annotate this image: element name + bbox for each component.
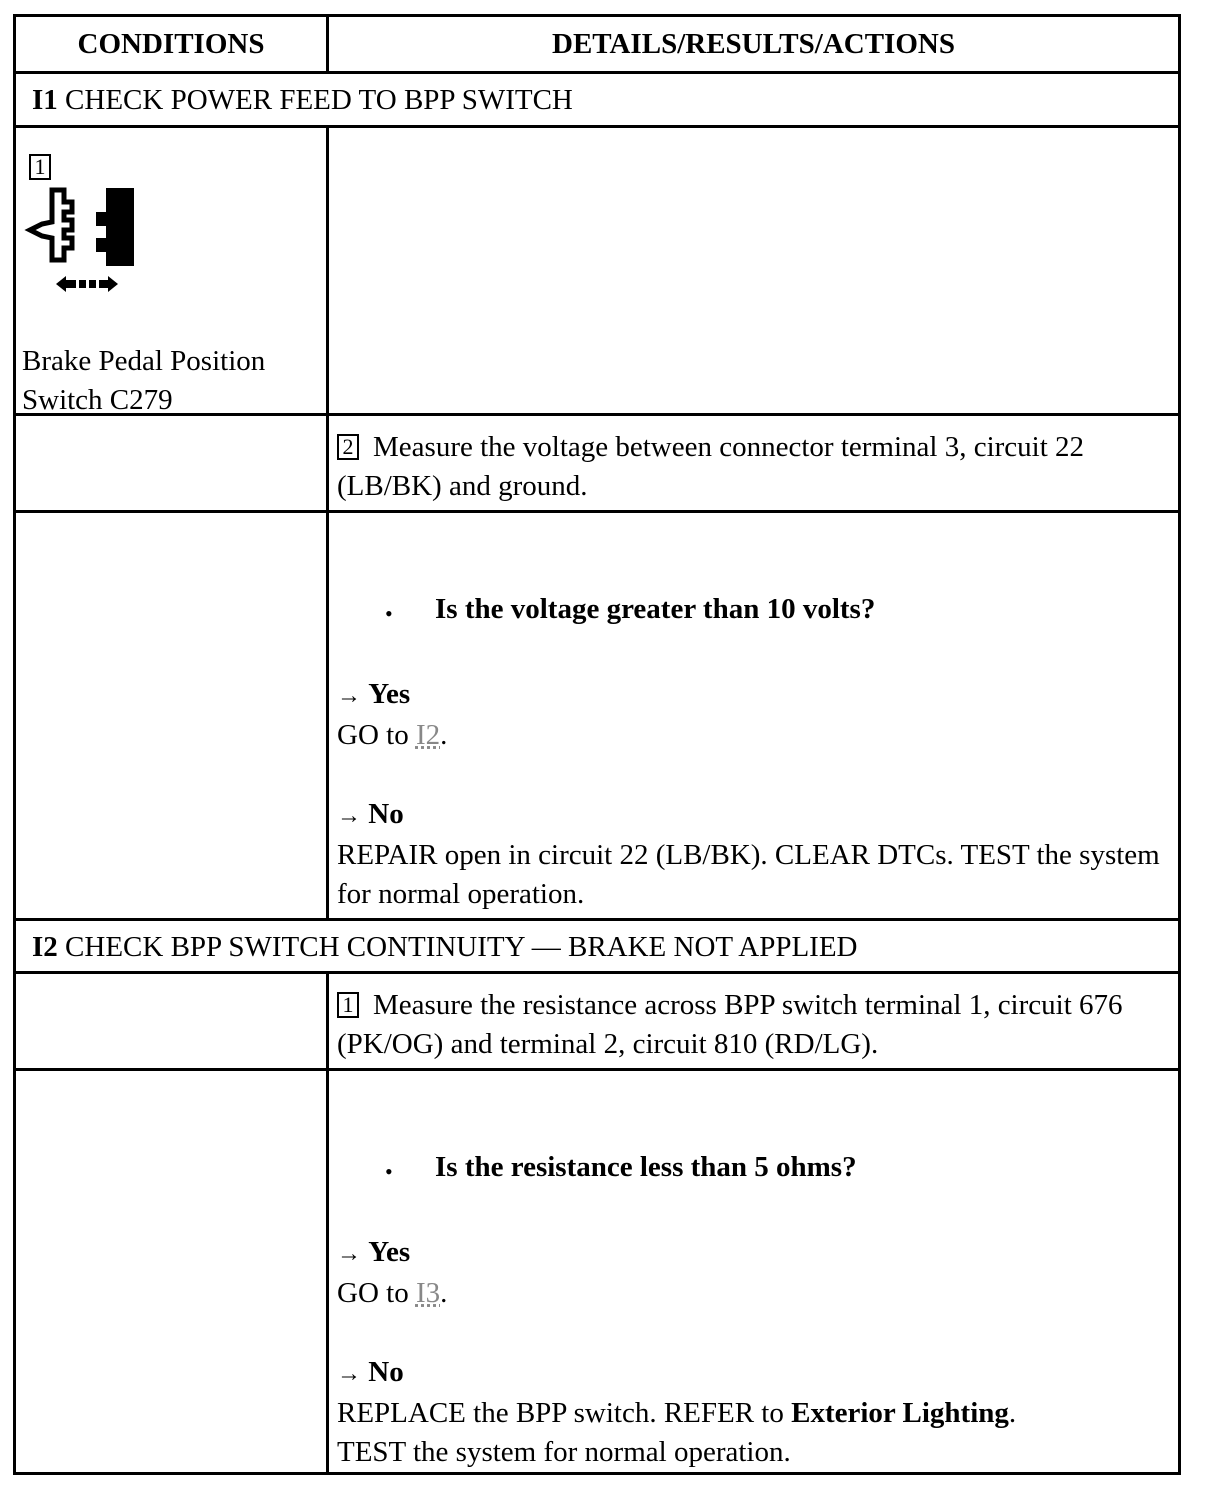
no-action-text-period: . [1008, 1397, 1017, 1429]
action-row-i1 [16, 416, 1178, 513]
result-cell-i2 [329, 1071, 1178, 1472]
result-cell-i1 [329, 513, 1178, 918]
action-text: Measure the resistance across BPP switch terminal 1, circuit 676 (PK/OG) and terminal 2, circuit 810 (RD/LG). [337, 989, 1123, 1060]
step-id: I1 [32, 84, 58, 116]
yes-branch [337, 1233, 447, 1313]
no-action-text [337, 1394, 1166, 1433]
yes-action-suffix: . [440, 1277, 448, 1309]
figure-details-cell [329, 128, 1178, 413]
empty-conditions-cell [16, 513, 329, 918]
header-conditions: CONDITIONS [16, 17, 329, 71]
action-cell-i2 [329, 974, 1178, 1068]
figure-cell [16, 128, 329, 416]
goto-i3-link[interactable]: I3 [415, 1277, 441, 1309]
result-row-i2 [16, 1071, 1178, 1472]
action-number-box: 2 [337, 434, 359, 460]
yes-action-prefix: GO to [337, 1277, 416, 1309]
yes-action-suffix: . [440, 719, 448, 751]
double-arrow-icon [56, 276, 118, 292]
figure-row [16, 128, 1178, 416]
arrow-icon: → [337, 683, 361, 709]
section-i2-title [16, 921, 1178, 971]
section-i1-row [16, 74, 1178, 128]
no-branch [337, 1353, 1166, 1472]
arrow-icon: → [337, 1361, 361, 1387]
exterior-lighting-reference[interactable]: Exterior Lighting [791, 1397, 1009, 1429]
question-text: Is the voltage greater than 10 volts? [435, 593, 876, 625]
bullet-icon: • [385, 601, 393, 626]
goto-i2-link[interactable]: I2 [415, 719, 441, 751]
table-header-row [16, 17, 1178, 74]
diagnostic-table [13, 14, 1181, 1475]
step-title: CHECK BPP SWITCH CONTINUITY — BRAKE NOT APPLIED [65, 931, 858, 963]
no-label: No [368, 1356, 404, 1388]
action-text: Measure the voltage between connector terminal 3, circuit 22 (LB/BK) and ground. [337, 431, 1085, 502]
empty-conditions-cell [16, 416, 329, 510]
figure-caption [22, 342, 265, 420]
yes-action-prefix: GO to [337, 719, 416, 751]
empty-conditions-cell [16, 1071, 329, 1472]
no-label: No [368, 798, 404, 830]
no-action-text-line-2: TEST the system for normal operation. [337, 1436, 791, 1468]
yes-label: Yes [368, 678, 411, 710]
result-row-i1 [16, 513, 1178, 921]
arrow-icon: → [337, 803, 361, 829]
question-text: Is the resistance less than 5 ohms? [435, 1151, 857, 1183]
yes-branch [337, 675, 447, 755]
empty-conditions-cell [16, 974, 329, 1068]
bullet-icon: • [385, 1159, 393, 1184]
section-i1-title [16, 74, 1178, 125]
no-branch [337, 795, 1166, 914]
figure-caption-line-1: Brake Pedal Position [22, 345, 266, 377]
arrow-icon: → [337, 1241, 361, 1267]
no-action-text: REPAIR open in circuit 22 (LB/BK). CLEAR DTCs. TEST the system for normal operation. [337, 839, 1160, 910]
figure-caption-line-2: Switch C279 [22, 384, 173, 416]
header-details: DETAILS/RESULTS/ACTIONS [552, 28, 955, 60]
no-action-text-part: REPLACE the BPP switch. REFER to [337, 1397, 792, 1429]
connector-icon [24, 186, 134, 298]
section-i2-row [16, 921, 1178, 974]
step-id: I2 [32, 931, 58, 963]
figure-number-box: 1 [29, 154, 51, 180]
action-cell-i1 [329, 416, 1178, 510]
action-row-i2 [16, 974, 1178, 1071]
step-title: CHECK POWER FEED TO BPP SWITCH [65, 84, 573, 116]
action-number-box: 1 [337, 992, 359, 1018]
yes-label: Yes [368, 1236, 411, 1268]
